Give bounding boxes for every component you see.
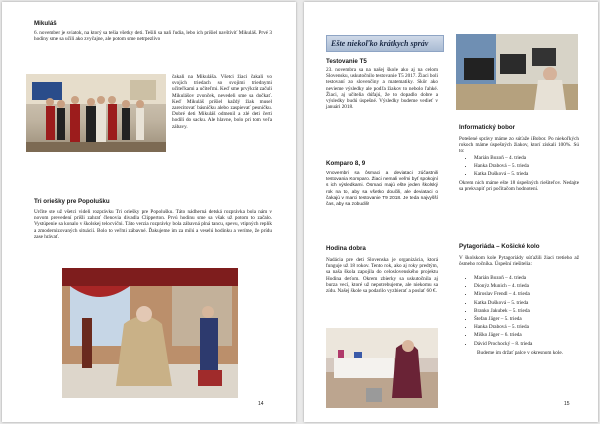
popoluska-title: Tri oriešky pre Popolušku — [34, 198, 110, 205]
komparo-title: Komparo 8, 9 — [326, 160, 366, 167]
news-banner: Ešte niekoľko krátkych správ — [326, 35, 444, 52]
right-page — [304, 2, 598, 422]
list-item: • Katka Dušková – 5. trieda — [474, 170, 586, 178]
hodina-photo — [326, 328, 438, 408]
computers-photo — [456, 34, 578, 110]
pytagoriada-list — [464, 274, 586, 348]
pytagoriada-title: Pytagoriáda – Košické kolo — [459, 243, 540, 250]
left-page — [2, 2, 296, 422]
mikulas-photo — [26, 74, 166, 152]
informaticky-text2: Okrem nich máme ešte 18 úspešných riešiteľov. Nedajte sa prekvapiť pri počítačom hodnotení. — [459, 180, 579, 193]
list-item: • Štefan Jäger – 5. trieda — [474, 315, 586, 323]
informaticky-text: Potešené správy máme zo súťaže iBobor. Po niekoľkých rokoch máme úspešných žiakov, ktorí získali 100%. Sú to: — [459, 136, 579, 155]
testovanie-title: Testovanie T5 — [326, 58, 367, 65]
popoluska-text: Určite ste už všetci videli rozprávku Tri oriešky pre Popolušku. Táto nádherná detská rozprávka bola nám v novom prevedení prišli zahrať členovia divadla Clipperton. Prvú hodinu sme sa však už potom to začalo. Vystúpenie sa konalo v školskej telocvični. Táto verzia rozprávky bola zábavná plná tancu, spevu, vtipných replík a zmodernizovaných situácií. Bolo to veľmi zábavné. Ďakujeme im za milú a veselú hodinku a veríme, že prídu zase hrávať. — [34, 209, 272, 240]
testovanie-text: 23. novembra sa na našej škole ako aj na celom Slovensku, uskutočnilo testovanie T5 2017. Žiaci boli testovaní zo slovenčiny a matematiky. Skôr ako nevieme výsledky ale podľa žiakov to nebolo ľahké. Žiaci, aj učitelia dúfajú, že to dopadlo dobre a výsledky budú úspešné. Výsledky budeme vedieť v januári 2018. — [326, 67, 438, 111]
list-item: • Dávid Prochocký – 8. trieda — [474, 340, 586, 348]
informaticky-list — [464, 154, 586, 179]
pytagoriada-intro: V školskom kole Pytagoriády súťažili žiaci tretieho až ôsmeho ročníka. Úspešní riešitelia: — [459, 255, 579, 268]
left-page-number: 14 — [258, 401, 264, 407]
hodina-title: Hodina dobra — [326, 245, 366, 252]
komparo-text: Vnovembri sa ôsmaci a deviataci zúčastnili testovania Komparo. Žiaci nemali veľmi byť spokojní s ich výsledkami. Ôsmaci majú ešte jeden školský rok na to, aby sa všetko doučili, ale deviataci o čakajú v marci testovanie T9 2018. Je teda najvyšší čas, aby sa zobudili! — [326, 171, 438, 208]
list-item: • Marián Bozoň – 4. trieda — [474, 274, 586, 282]
list-item: • Hanka Drabová – 5. trieda — [474, 162, 586, 170]
list-item: • Dionýz Munich – 4. trieda — [474, 282, 586, 290]
list-item: • Miroslav Frendl – 4. trieda — [474, 290, 586, 298]
list-item: • Hanka Drabová – 5. trieda — [474, 323, 586, 331]
mikulas-side-text: čakali na Mikuláša. Všetci žiaci čakali vo svojich triedach so svojimi triednymi učiteľkami a učiteľmi. Keď sme prvýkrát začuli Mikulášov zvonček, nevedeli sme sa dočkať. Keď Mikuláš prišiel každý žiak musel zarecitovať básničku alebo zaspievať pesničku. Dobré deti Mikuláš odmenil a zlé deti čerti hodili do sacku. Ale hlavne, bolo pri tom veľa zábavy. — [172, 74, 272, 130]
list-item: • Katka Dušková – 5. trieda — [474, 299, 586, 307]
list-item: • Miško Jäger – 6. trieda — [474, 331, 586, 339]
list-item: • Branko Jakubek – 5. trieda — [474, 307, 586, 315]
informaticky-title: Informatický bobor — [459, 124, 516, 131]
list-item: • Marián Bozoň – 4. trieda — [474, 154, 586, 162]
right-page-number: 15 — [564, 401, 570, 407]
mikulas-title: Mikuláš — [34, 20, 57, 27]
popoluska-photo — [62, 268, 238, 398]
hodina-text: Nadácia pre deti Slovenska je organizácia, ktorá funguje už 18 rokov. Tento rok, ako aj roky predtým, sa naša škola zapojila do celoslovenského projektu Hodina deťom. Okrem zbierky sa uskutočnila aj burza vecí, ktoré už nepotrebujeme, ale niekomu sa zídu. Našej škole sa podarilo vyzbierať a poslať 60 €. — [326, 257, 438, 295]
pytagoriada-outro: Budeme im držať palce v okresnom kole. — [477, 350, 563, 356]
mikulas-intro: 6. november je sviatok, na ktorý sa tešia všetky deti. Tešili sa naň ľudia, lebo ich prišiel navštíviť Mikuláš. Prvé 3 hodiny sme sa učili ako zvyčajne, ale potom sme netrpezlivo — [34, 30, 272, 43]
